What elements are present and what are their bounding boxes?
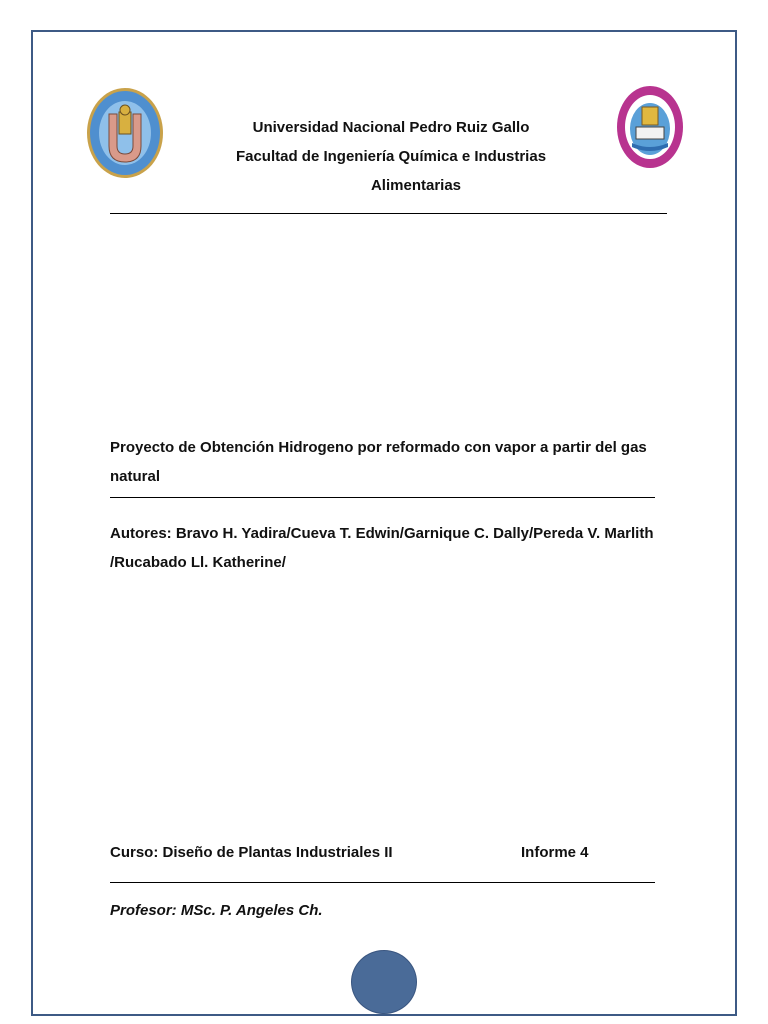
faculty-name: Facultad de Ingeniería Química e Industrias bbox=[235, 148, 547, 165]
course-divider bbox=[110, 882, 655, 883]
header-divider bbox=[110, 213, 667, 214]
project-title: Proyecto de Obtención Hidrogeno por reformado con vapor a partir del gas natural bbox=[110, 439, 647, 485]
project-divider bbox=[110, 497, 655, 498]
report-number: Informe 4 bbox=[521, 844, 589, 861]
university-name: Universidad Nacional Pedro Ruiz Gallo bbox=[252, 119, 530, 136]
authors: Autores: Bravo H. Yadira/Cueva T. Edwin/Garnique C. Dally/Pereda V. Marlith /Rucabado Ll. Katherine/ bbox=[110, 525, 654, 571]
page-circle bbox=[351, 950, 417, 1014]
professor: Profesor: MSc. P. Angeles Ch. bbox=[110, 902, 323, 919]
course: Curso: Diseño de Plantas Industriales II bbox=[110, 844, 393, 861]
faculty-name-line2: Alimentarias bbox=[370, 177, 462, 194]
